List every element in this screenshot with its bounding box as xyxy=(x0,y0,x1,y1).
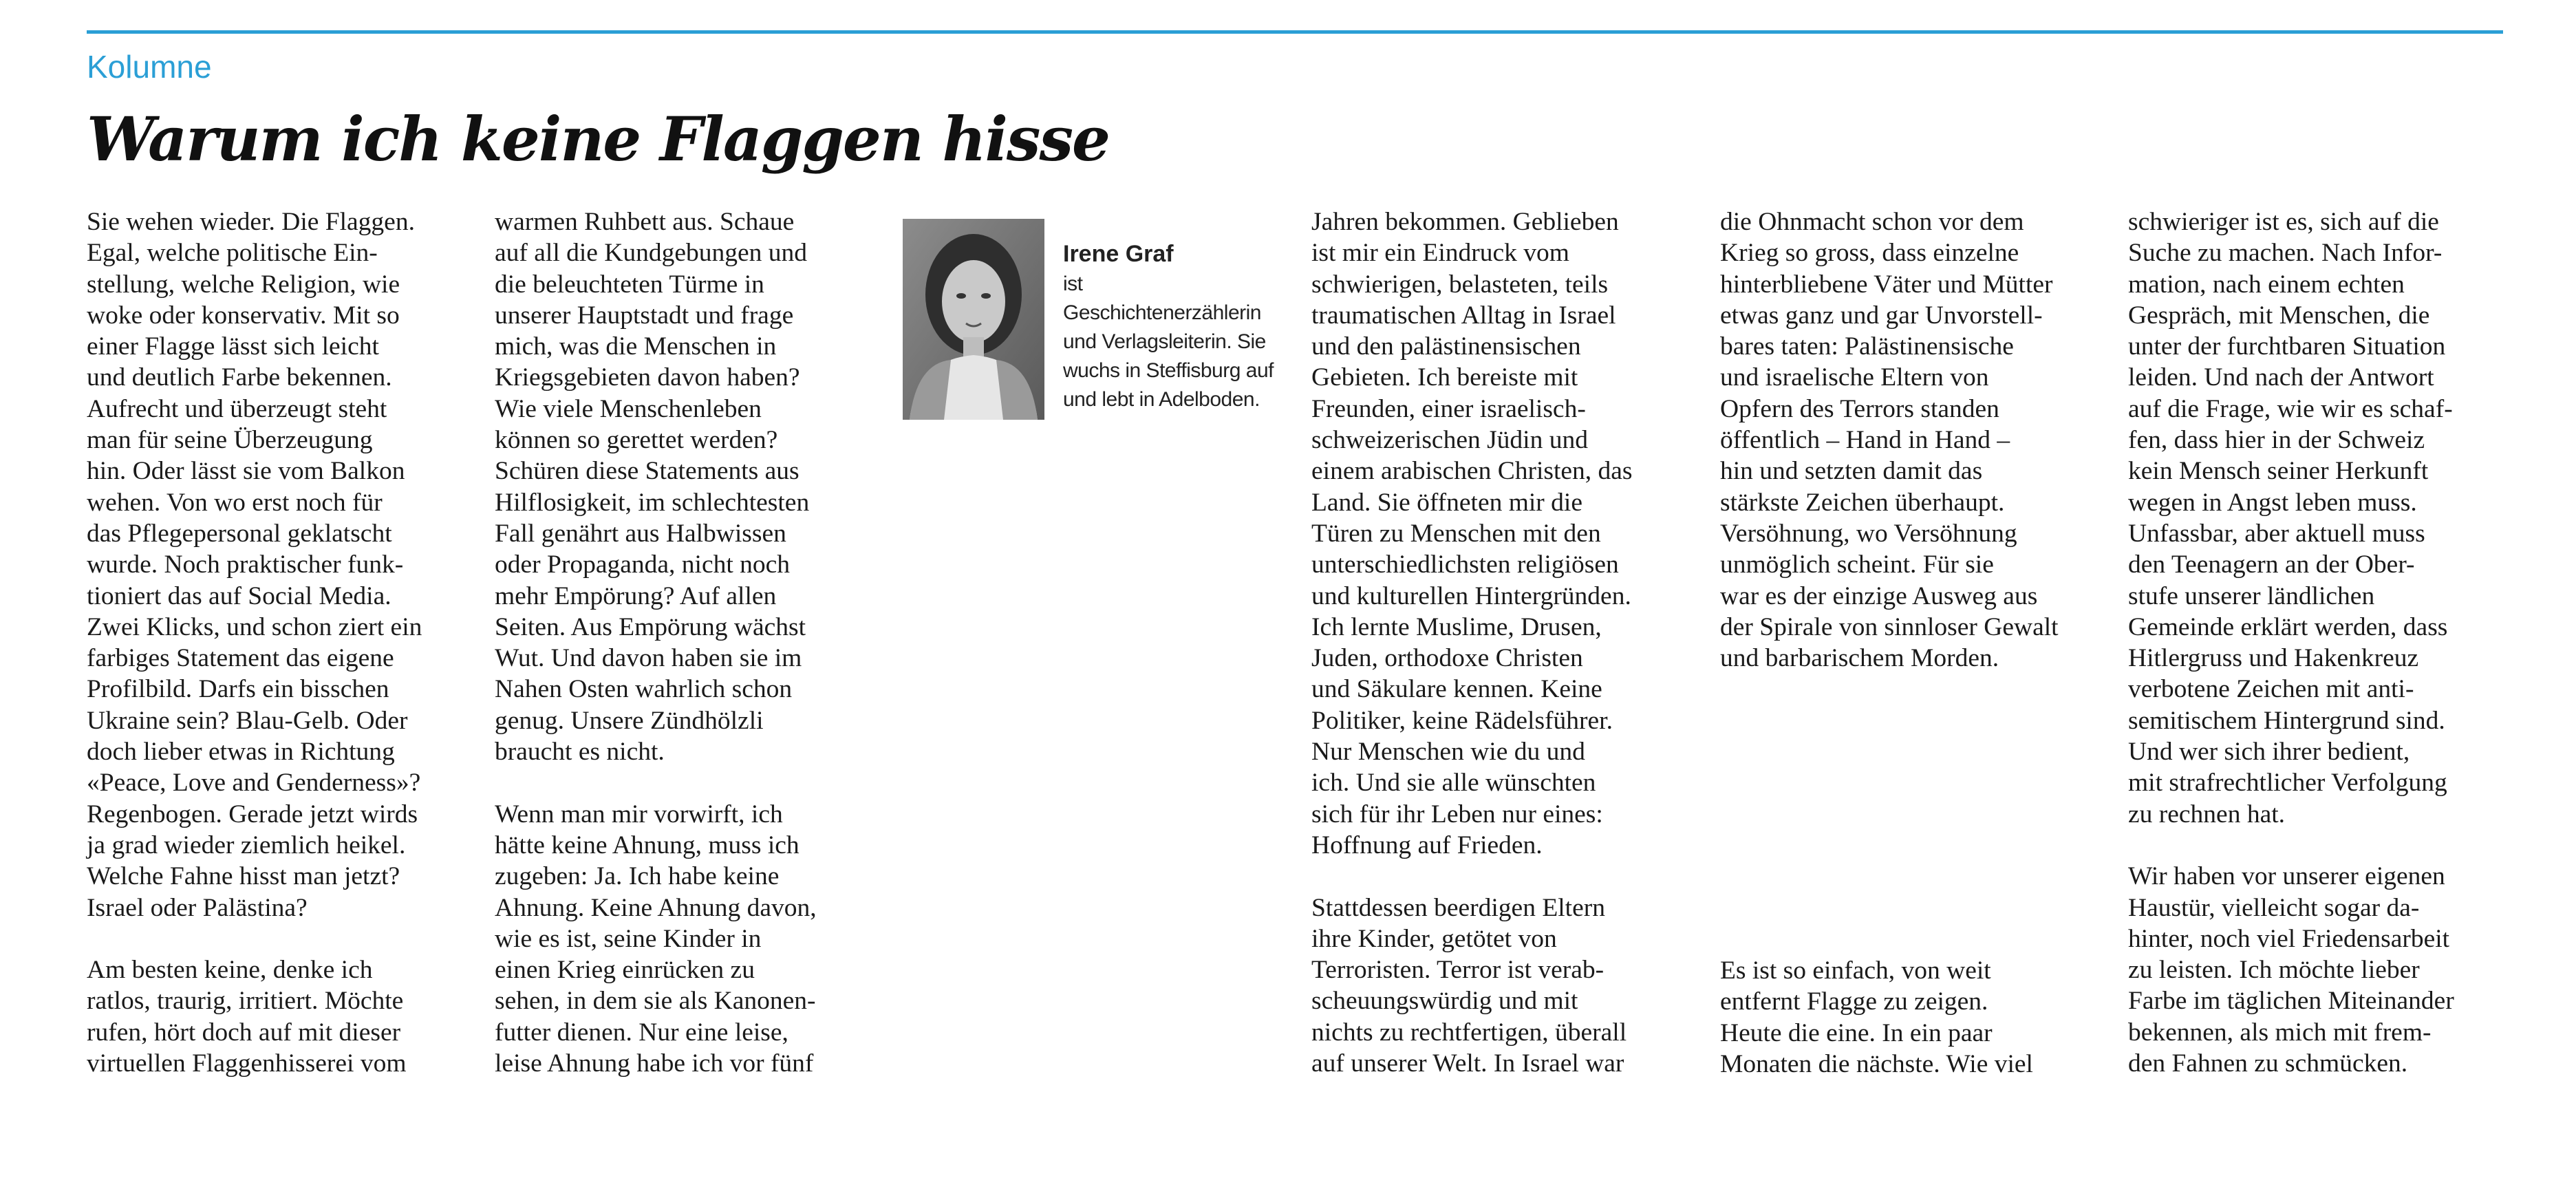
article-column-5 xyxy=(1720,206,2092,1078)
paragraph: Am besten keine, denke ich ratlos, traurig, irritiert. Möchte rufen, hört doch auf mit dieser virtuellen Flaggenhisserei vom xyxy=(87,956,407,1078)
top-rule xyxy=(87,30,2503,34)
paragraph: die Ohnmacht schon vor dem Krieg so gross, dass einzelne hinterbliebene Väter und Mütter etwas ganz und gar Unvorstell- bares taten: Palästinensische und israelische Eltern von Opfern des Terrors standen öffentlich – Hand in Hand – hin und setzten damit das stärkste Zeichen überhaupt. Versöhnung, wo Versöhnung unmöglich scheint. Für sie war es der einzige Ausweg aus der Spirale von sinnloser Gewalt und barbarischem Morden. xyxy=(1720,208,2059,673)
paragraph: schwieriger ist es, sich auf die Suche zu machen. Nach Infor- mation, nach einem echten Gespräch, mit Menschen, die unter der furchtbaren Situation leiden. Und nach der Antwort auf die Frage, wie wir es schaf- fen, dass hier in der Schweiz kein Mensch seiner Herkunft wegen in Angst leben muss. Unfassbar, aber aktuell muss den Teenagern an der Ober- stufe unserer ländlichen Gemeinde erklärt werden, dass Hitlergruss und Hakenkreuz verbotene Zeichen mit anti- semitischem Hintergrund sind. Und wer sich ihrer bedient, mit strafrechtlicher Verfolgung zu rechnen hat. xyxy=(2128,208,2453,828)
article-column-2 xyxy=(495,206,866,1079)
article-column-4 xyxy=(1311,206,1683,1079)
article-column-1 xyxy=(87,206,458,1079)
section-label: Kolumne xyxy=(87,49,212,85)
paragraph: Es ist so einfach, von weit entfernt Flagge zu zeigen. Heute die eine. In ein paar Monaten die nächste. Wie viel xyxy=(1720,956,2033,1078)
article-headline: Warum ich keine Flaggen hisse xyxy=(87,103,1109,175)
author-bio: ist Geschichtenerzählerin und Verlagsleiterin. Sie wuchs in Steffisburg auf und lebt in Adelboden. xyxy=(1063,272,1274,411)
author-portrait-image xyxy=(903,219,1044,420)
article-column-6 xyxy=(2128,206,2500,1079)
author-photo xyxy=(903,219,1044,420)
paragraph: Wir haben vor unserer eigenen Haustür, vielleicht sogar da- hinter, noch viel Friedensarbeit zu leisten. Ich möchte lieber Farbe im täglichen Miteinander bekennen, als mich mit frem- den Fahnen zu schmücken. xyxy=(2128,862,2454,1078)
paragraph: Stattdessen beerdigen Eltern ihre Kinder, getötet von Terroristen. Terror ist verab- scheuungswürdig und mit nichts zu rechtfertigen, überall auf unserer Welt. In Israel war xyxy=(1311,893,1627,1078)
paragraph: Wenn man mir vorwirft, ich hätte keine Ahnung, muss ich zugeben: Ja. Ich habe keine Ahnung. Keine Ahnung davon, wie es ist, seine Kinder in einen Krieg einrücken zu sehen, in dem sie als Kanonen- futter dienen. Nur eine leise, leise Ahnung habe ich vor fünf xyxy=(495,800,817,1078)
paragraph: Sie wehen wieder. Die Flaggen. Egal, welche politische Ein- stellung, welche Religion, wie woke oder konservativ. Mit so einer Flagge lässt sich leicht und deutlich Farbe bekennen. Aufrecht und überzeugt steht man für seine Überzeugung hin. Oder lässt sie vom Balkon wehen. Von wo erst noch für das Pflegepersonal geklatscht wurde. Noch praktischer funk- tioniert das auf Social Media. Zwei Klicks, und schon ziert ein farbiges Statement das eigene Profilbild. Darfs ein bisschen Ukraine sein? Blau-Gelb. Oder doch lieber etwas in Richtung «Peace, Love and Genderness»? Regenbogen. Gerade jetzt wirds ja grad wieder ziemlich heikel. Welche Fahne hisst man jetzt? Israel oder Palästina? xyxy=(87,208,422,922)
paragraph: Jahren bekommen. Geblieben ist mir ein Eindruck vom schwierigen, belasteten, teils traumatischen Alltag in Israel und den palästinensischen Gebieten. Ich bereiste mit Freunden, einer israelisch- schweizerischen Jüdin und einem arabischen Christen, das Land. Sie öffneten mir die Türen zu Menschen mit den unterschiedlichsten religiösen und kulturellen Hintergründen. Ich lernte Muslime, Drusen, Juden, orthodoxe Christen und Säkulare kennen. Keine Politiker, keine Rädelsführer. Nur Menschen wie du und ich. Und sie alle wünschten sich für ihr Leben nur eines: Hoffnung auf Frieden. xyxy=(1311,208,1633,859)
paragraph: warmen Ruhbett aus. Schaue auf all die Kundgebungen und die beleuchteten Türme in unserer Hauptstadt und frage mich, was die Menschen in Kriegsgebieten davon haben? Wie viele Menschenleben können so gerettet werden? Schüren diese Statements aus Hilflosigkeit, im schlechtesten Fall genährt aus Halbwissen oder Propaganda, nicht noch mehr Empörung? Auf allen Seiten. Aus Empörung wächst Wut. Und davon haben sie im Nahen Osten wahrlich schon genug. Unsere Zündhölzli braucht es nicht. xyxy=(495,208,810,767)
author-name: Irene Graf xyxy=(1063,241,1174,267)
author-box xyxy=(1063,239,1283,414)
